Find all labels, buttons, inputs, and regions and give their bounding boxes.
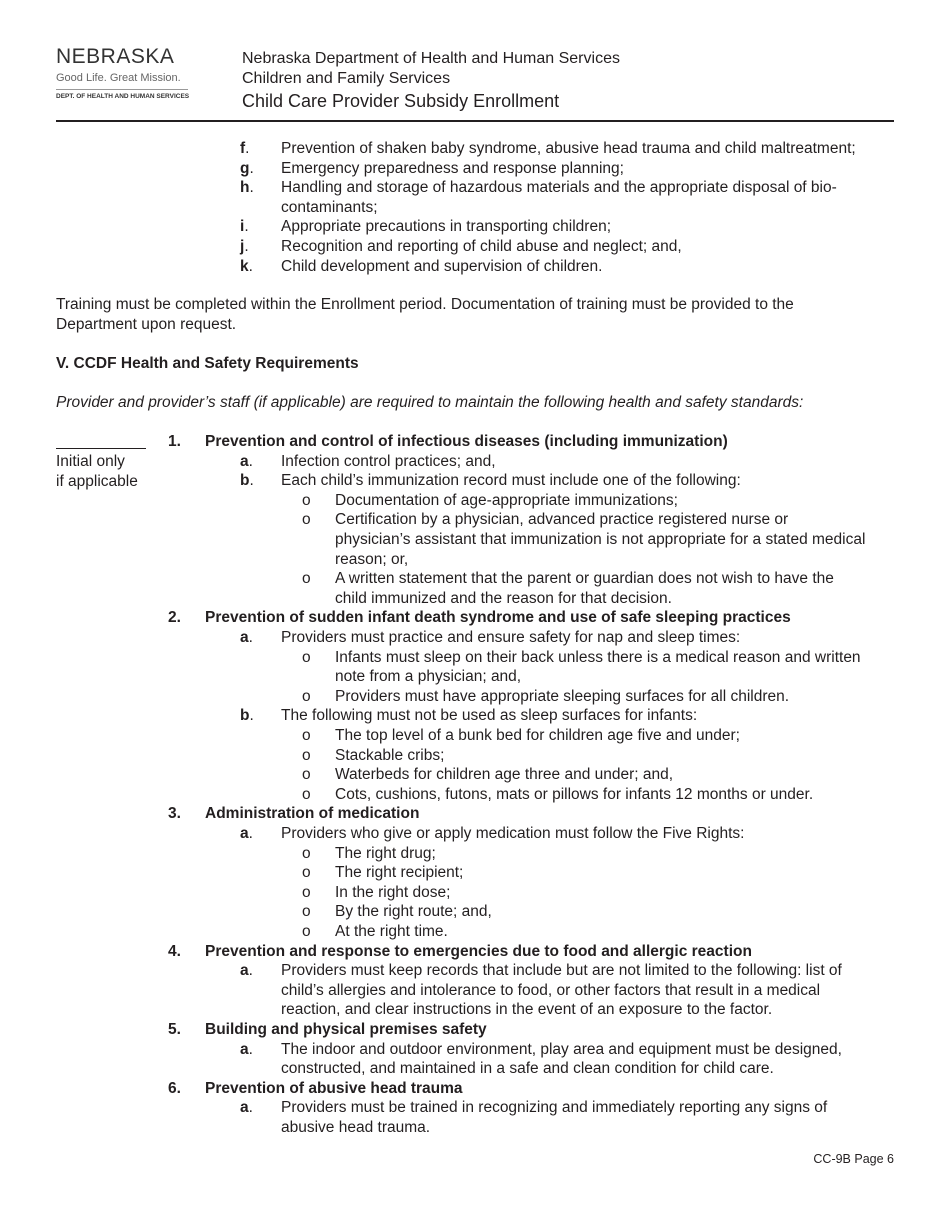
requirement-number: 3. — [168, 805, 181, 823]
requirement-item-marker — [240, 706, 254, 726]
bullet-text: child immunized and the reason for that decision. — [335, 589, 672, 607]
requirement-number: 2. — [168, 609, 181, 627]
training-item-marker — [240, 217, 249, 237]
training-item-marker — [240, 178, 254, 198]
bullet-mark: o — [302, 570, 311, 588]
bullet-mark: o — [302, 491, 311, 509]
logo-department: DEPT. OF HEALTH AND HUMAN SERVICES — [56, 93, 190, 100]
training-item-text: Handling and storage of hazardous materials and the appropriate disposal of bio- — [281, 179, 837, 197]
requirement-item-marker — [240, 1098, 253, 1118]
requirement-item-marker-dot: . — [248, 629, 253, 646]
requirement-number: 5. — [168, 1021, 181, 1038]
requirement-item-marker-dot: . — [248, 1099, 253, 1117]
requirement-title: Building and physical premises safety — [205, 1021, 487, 1038]
initial-blank-line[interactable] — [56, 448, 146, 449]
requirement-item-marker-dot: . — [249, 707, 254, 725]
requirement-title: Prevention and response to emergencies due to food and allergic reaction — [205, 942, 752, 960]
requirement-item-text: Providers must be trained in recognizing and immediately reporting any signs of — [281, 1099, 828, 1117]
training-item-marker-dot: . — [245, 140, 250, 157]
bullet-mark: o — [302, 844, 311, 862]
requirement-item-marker-letter: a — [240, 1040, 249, 1058]
requirement-item-marker-letter: a — [240, 1099, 249, 1117]
logo-tagline: Good Life. Great Mission. — [56, 72, 181, 84]
bullet-text: The top level of a bunk bed for children age five and under; — [335, 727, 740, 744]
bullet-mark: o — [302, 687, 311, 705]
logo-divider — [56, 89, 188, 90]
bullet-mark: o — [302, 903, 311, 921]
training-item-text: Emergency preparedness and response planning; — [281, 159, 624, 177]
bullet-text: A written statement that the parent or guardian does not wish to have the — [335, 570, 834, 588]
bullet-text: Cots, cushions, futons, mats or pillows for infants 12 months or under. — [335, 785, 814, 803]
bullet-mark: o — [302, 511, 311, 529]
requirement-item-text: Providers who give or apply medication must follow the Five Rights: — [281, 825, 745, 842]
training-item-marker-letter: k — [240, 257, 249, 275]
requirement-item-marker-dot: . — [248, 962, 253, 980]
requirement-item-marker-letter: a — [240, 629, 249, 646]
training-item-marker — [240, 159, 254, 179]
header-titles — [242, 49, 620, 113]
initial-label: if applicable — [56, 473, 138, 490]
training-note: Training must be completed within the Enrollment period. Documentation of training must be provided to the — [56, 296, 794, 313]
bullet-text: Stackable cribs; — [335, 746, 445, 764]
requirement-item-marker — [240, 1040, 253, 1060]
requirement-item-marker — [240, 471, 254, 491]
bullet-text: note from a physician; and, — [335, 668, 522, 686]
training-item-marker-letter: i — [240, 218, 245, 236]
requirement-item-text: Infection control practices; and, — [281, 452, 496, 470]
requirement-item-text: Providers must practice and ensure safety for nap and sleep times: — [281, 629, 741, 646]
training-item-marker-letter: g — [240, 159, 250, 177]
requirement-item-text: child’s allergies and intolerance to food, or other factors that result in a medical — [281, 981, 821, 999]
requirement-item-text: reaction, and clear instructions in the event of an exposure to the factor. — [281, 1001, 773, 1019]
requirement-title: Prevention of abusive head trauma — [205, 1079, 463, 1097]
header-division: Children and Family Services — [242, 70, 451, 87]
bullet-mark: o — [302, 883, 311, 901]
bullet-text: Certification by a physician, advanced practice registered nurse or — [335, 511, 789, 529]
requirement-item-marker — [240, 824, 253, 844]
requirement-item-marker-letter: b — [240, 472, 250, 490]
requirement-item-marker-letter: a — [240, 452, 249, 470]
bullet-mark: o — [302, 923, 311, 940]
requirement-item-text: Providers must keep records that include but are not limited to the following: list of — [281, 962, 842, 980]
bullet-mark: o — [302, 864, 311, 882]
requirement-item-marker-dot: . — [248, 452, 253, 470]
bullet-text: The right drug; — [335, 844, 436, 862]
training-note: Department upon request. — [56, 315, 237, 333]
bullet-text: The right recipient; — [335, 864, 464, 882]
logo-wordmark: NEBRASKA — [56, 45, 175, 68]
training-item-marker-dot: . — [248, 257, 253, 275]
requirement-number: 1. — [168, 433, 181, 450]
section-intro: Provider and provider’s staff (if applicable) are required to maintain the following health and safety standards: — [56, 394, 804, 411]
header-divider — [56, 120, 894, 122]
training-item-marker-dot: . — [249, 159, 254, 177]
bullet-text: Infants must sleep on their back unless there is a medical reason and written — [335, 648, 861, 666]
section-title: V. CCDF Health and Safety Requirements — [56, 355, 359, 372]
requirement-item-marker-letter: a — [240, 825, 249, 842]
nebraska-dhhs-logo — [56, 44, 206, 101]
bullet-text: In the right dose; — [335, 883, 451, 901]
training-item-text: Child development and supervision of children. — [281, 257, 603, 275]
training-item-marker — [240, 139, 249, 159]
training-item-marker-letter: j — [240, 238, 245, 255]
requirement-item-text: The indoor and outdoor environment, play area and equipment must be designed, — [281, 1040, 842, 1058]
requirement-number: 6. — [168, 1079, 181, 1097]
requirement-item-marker — [240, 961, 253, 981]
requirement-item-marker — [240, 452, 253, 472]
training-item-text: contaminants; — [281, 198, 378, 216]
requirement-item-text: constructed, and maintained in a safe and clean condition for child care. — [281, 1060, 774, 1078]
bullet-mark: o — [302, 727, 311, 744]
bullet-text: At the right time. — [335, 923, 448, 940]
initial-label: Initial only — [56, 453, 125, 470]
requirement-item-marker-dot: . — [248, 825, 253, 842]
requirement-title: Administration of medication — [205, 805, 420, 823]
requirement-item-text: The following must not be used as sleep surfaces for infants: — [281, 707, 698, 725]
header-department: Nebraska Department of Health and Human Services — [242, 50, 620, 67]
training-item-marker-letter: h — [240, 179, 250, 197]
requirement-number: 4. — [168, 942, 181, 960]
training-item-marker — [240, 237, 249, 257]
bullet-text: physician’s assistant that immunization is not appropriate for a stated medical — [335, 531, 866, 548]
training-item-marker-letter: f — [240, 140, 246, 157]
bullet-mark: o — [302, 648, 311, 666]
requirement-item-text: abusive head trauma. — [281, 1119, 431, 1136]
requirement-item-marker-dot: . — [249, 472, 254, 490]
requirement-item-text: Each child’s immunization record must include one of the following: — [281, 472, 741, 490]
training-item-marker-dot: . — [244, 238, 249, 255]
bullet-text: Documentation of age-appropriate immunizations; — [335, 491, 678, 509]
requirement-title: Prevention and control of infectious diseases (including immunization) — [205, 433, 728, 450]
bullet-mark: o — [302, 746, 311, 764]
requirement-item-marker-dot: . — [248, 1040, 253, 1058]
bullet-text: Providers must have appropriate sleeping surfaces for all children. — [335, 687, 790, 705]
header-form-title: Child Care Provider Subsidy Enrollment — [242, 91, 560, 111]
requirement-title: Prevention of sudden infant death syndrome and use of safe sleeping practices — [205, 609, 791, 627]
training-item-marker — [240, 257, 253, 277]
bullet-text: By the right route; and, — [335, 903, 492, 921]
bullet-text: reason; or, — [335, 550, 409, 568]
requirement-item-marker-letter: a — [240, 962, 249, 980]
training-item-marker-dot: . — [244, 218, 249, 236]
training-item-text: Prevention of shaken baby syndrome, abusive head trauma and child maltreatment; — [281, 140, 856, 157]
training-item-text: Appropriate precautions in transporting children; — [281, 218, 611, 236]
requirement-item-marker-letter: b — [240, 707, 250, 725]
bullet-mark: o — [302, 766, 311, 784]
page-footer: CC-9B Page 6 — [813, 1152, 894, 1166]
bullet-text: Waterbeds for children age three and under; and, — [335, 766, 674, 784]
training-item-text: Recognition and reporting of child abuse and neglect; and, — [281, 238, 682, 255]
requirement-item-marker — [240, 628, 253, 648]
training-item-marker-dot: . — [249, 179, 254, 197]
bullet-mark: o — [302, 785, 311, 803]
